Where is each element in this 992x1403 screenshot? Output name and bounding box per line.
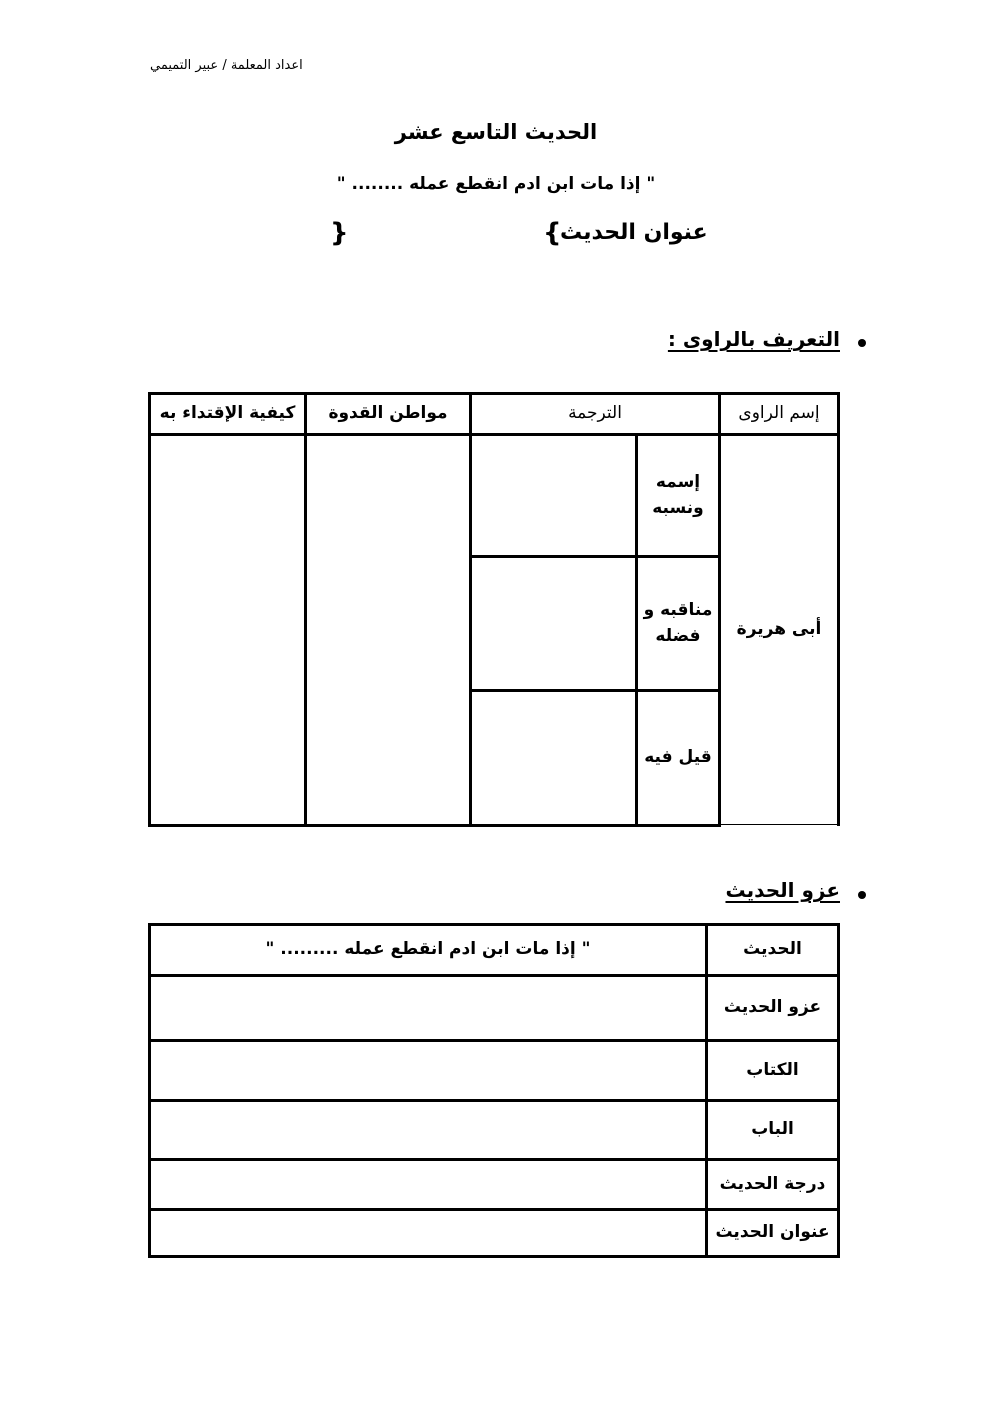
attribution-value-grade	[151, 1161, 705, 1208]
attribution-label-grade: درجة الحديث	[719, 1173, 826, 1194]
attribution-label-hadith: الحديث	[743, 939, 802, 960]
row-label-lineage: إسمه ونسبه	[652, 472, 704, 518]
attribution-section-heading: عزو الحديث	[725, 878, 840, 902]
bullet-icon	[858, 891, 866, 899]
column-header-role-model: مواطن القدوة	[328, 403, 448, 424]
brace-open: {	[543, 218, 562, 248]
column-header-biography: الترجمة	[568, 403, 622, 424]
row-label-virtues: مناقبه و فضله	[643, 600, 713, 646]
column-header-narrator-name: إسم الراوى	[738, 403, 820, 424]
attribution-label-book: الكتاب	[746, 1059, 799, 1080]
attribution-label-source: عزو الحديث	[723, 997, 822, 1018]
attribution-value-book	[151, 1042, 705, 1099]
author-credit: اعداد المعلمة / عبير التميمي	[150, 58, 303, 73]
bullet-icon	[858, 339, 866, 347]
attribution-value-title	[151, 1211, 705, 1255]
attribution-value-chapter	[151, 1102, 705, 1158]
attribution-label-chapter: الباب	[751, 1119, 794, 1140]
column-header-emulation: كيفية الإقتداء به	[159, 403, 296, 424]
narrator-section-heading: التعريف بالراوى :	[667, 327, 840, 351]
lesson-title: الحديث التاسع عشر	[394, 120, 598, 144]
brace-close: }	[330, 218, 349, 248]
hadith-title-label: عنوان الحديث	[560, 220, 708, 245]
narrator-name-cell: أبى هريرة	[736, 619, 822, 640]
row-label-said-about: قيل فيه	[644, 747, 712, 768]
attribution-label-title: عنوان الحديث	[715, 1222, 830, 1243]
attribution-value-hadith: " إذا مات ابن ادم انقطع عمله ......... "	[265, 939, 591, 960]
hadith-quote: " إذا مات ابن ادم انقطع عمله ........ "	[336, 174, 656, 194]
attribution-value-source	[151, 977, 705, 1039]
